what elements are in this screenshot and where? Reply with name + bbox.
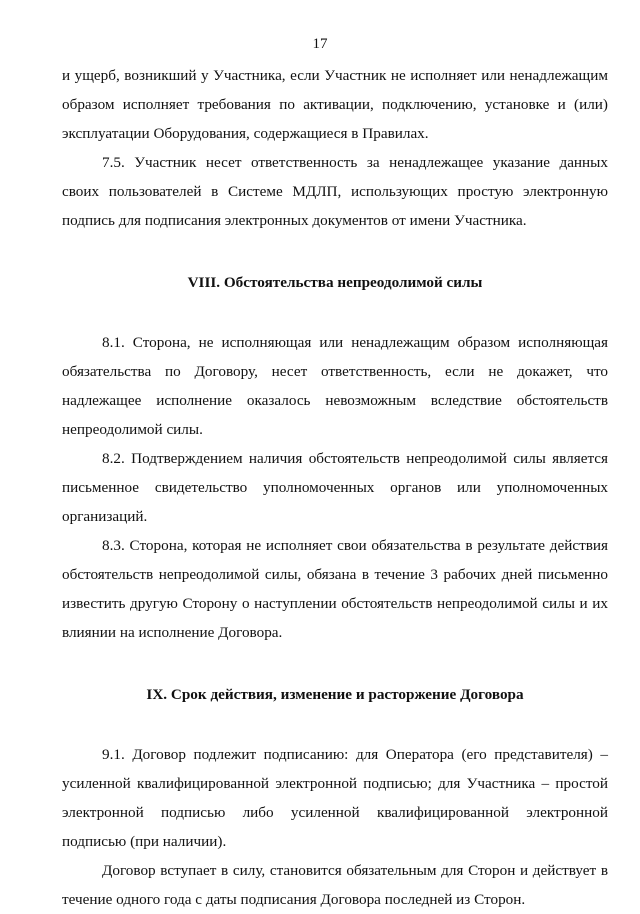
paragraph-8-1: 8.1. Сторона, не исполняющая или ненадлежащим образом исполняющая обязательства по Договору, несет ответственность, если не докажет, что надлежащее исполнение оказалось невозможным вследствие обстоятельств непреодолимой силы. (62, 334, 608, 438)
section-heading-ix: IX. Срок действия, изменение и расторжение Договора (146, 686, 524, 703)
page-number: 17 (312, 36, 328, 52)
paragraph-9-1: 9.1. Договор подлежит подписанию: для Оператора (его представителя) – усиленной квалифицированной электронной подписью; для Участника – простой электронной подписью либо усиленной квалифицированной электронной подписью (при наличии). (62, 746, 608, 850)
section-heading-viii: VIII. Обстоятельства непреодолимой силы (187, 274, 483, 291)
paragraph-continuation: и ущерб, возникший у Участника, если Участник не исполняет или ненадлежащим образом исполняет требования по активации, подключению, установке и (или) эксплуатации Оборудования, содержащиеся в Правилах. (62, 67, 608, 142)
paragraph-8-2: 8.2. Подтверждением наличия обстоятельств непреодолимой силы является письменное свидетельство уполномоченных органов или уполномоченных организаций. (62, 450, 608, 525)
paragraph-7-5: 7.5. Участник несет ответственность за ненадлежащее указание данных своих пользователей в Системе МДЛП, использующих простую электронную подпись для подписания электронных документов от имени Участника. (62, 154, 608, 229)
paragraph-8-3: 8.3. Сторона, которая не исполняет свои обязательства в результате действия обстоятельств непреодолимой силы, обязана в течение 3 рабочих дней письменно известить другую Сторону о наступлении обстоятельств непреодолимой силы и их влиянии на исполнение Договора. (62, 537, 608, 641)
document-body (62, 61, 608, 914)
paragraph-entry-into-force: Договор вступает в силу, становится обязательным для Сторон и действует в течение одного года с даты подписания Договора последней из Сторон. (62, 862, 608, 908)
